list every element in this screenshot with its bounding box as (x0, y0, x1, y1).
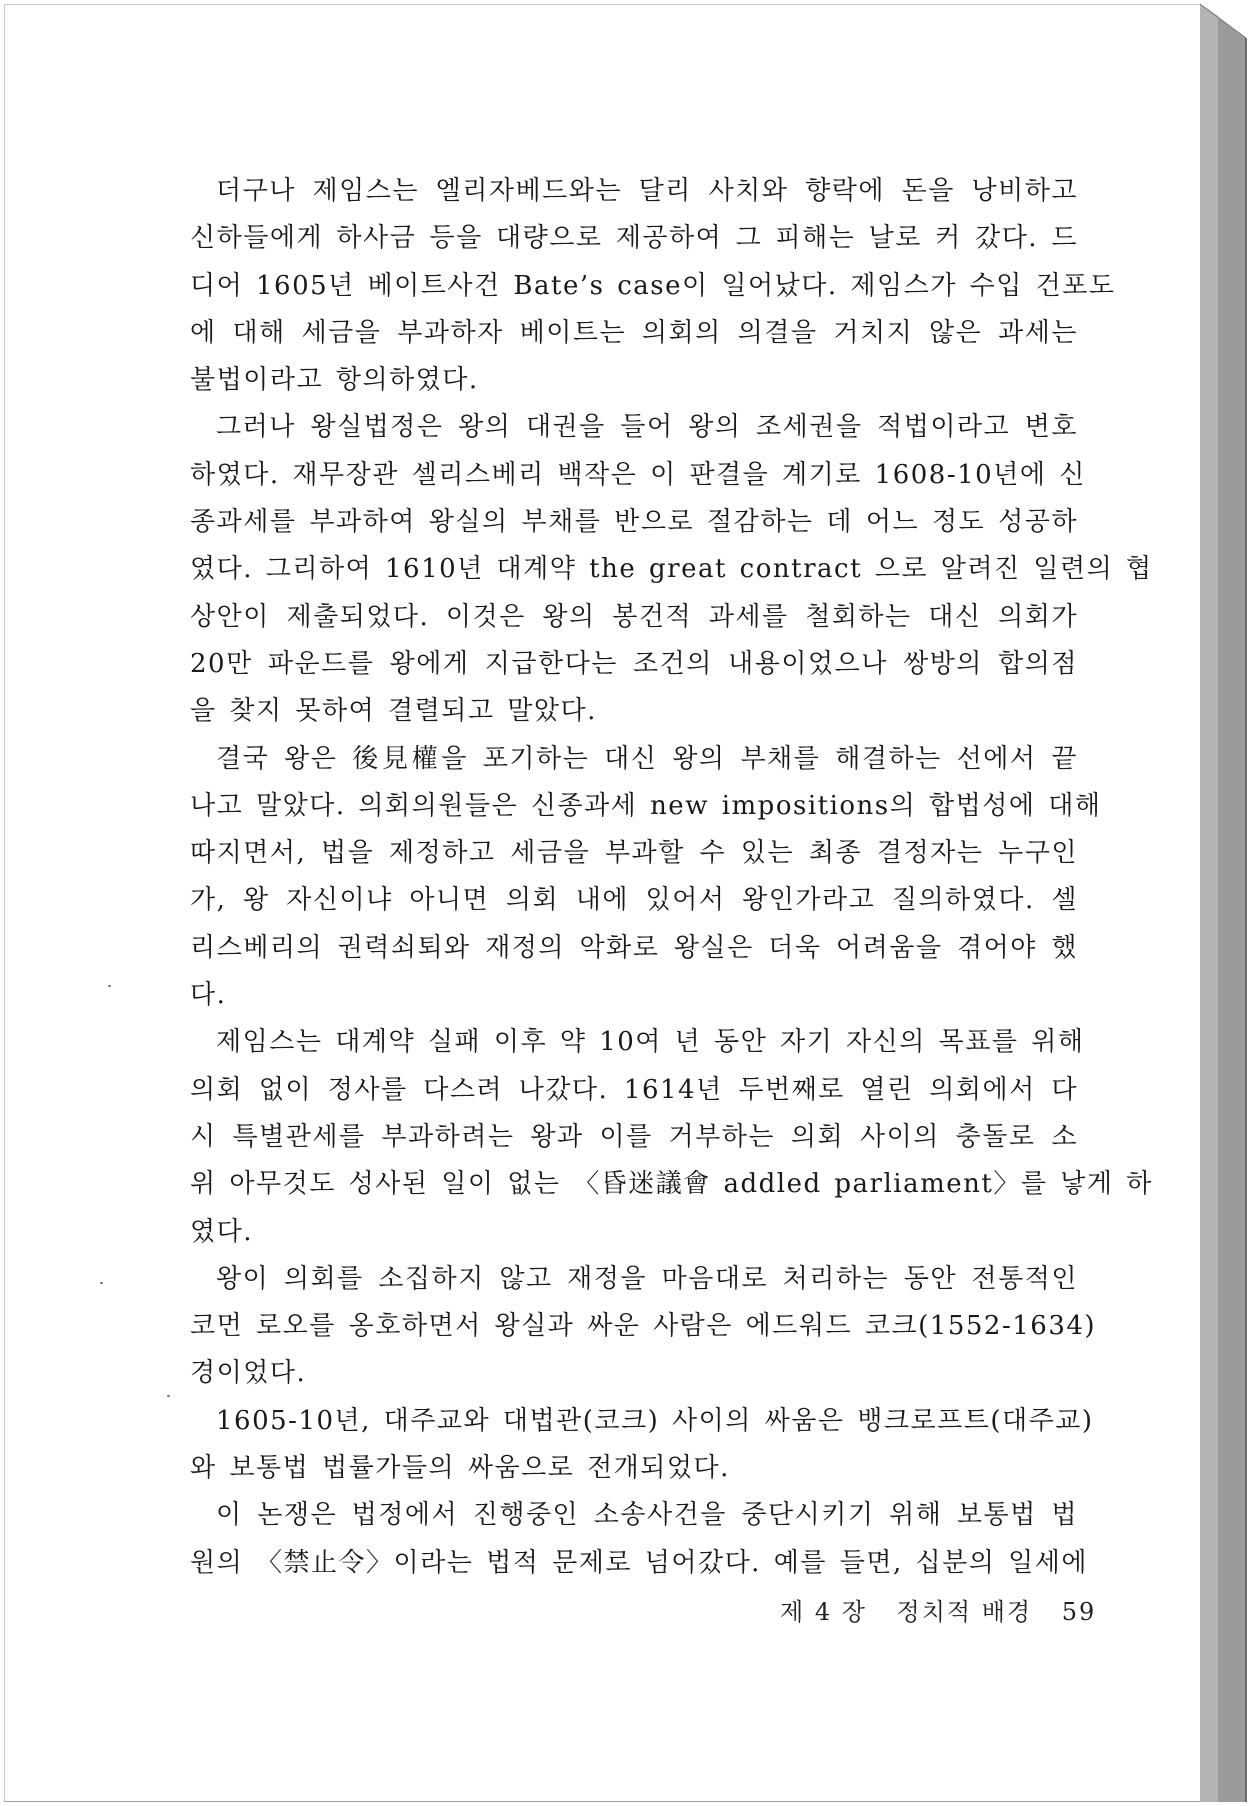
paragraph (190, 168, 1116, 404)
paragraph (190, 1398, 1094, 1493)
scan-speck (167, 1395, 170, 1397)
text-line: 위 아무것도 성사된 일이 없는 〈昏迷議會 addled parliament〉를 낳게 하 (190, 1169, 1153, 1200)
text-line: 불법이라고 항의하였다. (190, 365, 479, 396)
body-text (190, 168, 1153, 1587)
text-line: 였다. 그리하여 1610년 대계약 the great contract 으로 알려진 일련의 협 (190, 554, 1153, 585)
running-footer (780, 1592, 1116, 1627)
text-line: 왕이 의회를 소집하지 않고 재정을 마음대로 처리하는 동안 전통적인 (216, 1263, 1078, 1294)
text-line: 상안이 제출되었다. 이것은 왕의 봉건적 과세를 철회하는 대신 의회가 (190, 601, 1078, 632)
paragraph (190, 1492, 1088, 1587)
text-line: 제임스는 대계약 실패 이후 약 10여 년 동안 자기 자신의 목표를 위해 (216, 1027, 1085, 1058)
text-line: 20만 파운드를 왕에게 지급한다는 조건의 내용이었으나 쌍방의 합의점 (190, 648, 1078, 679)
text-line: 종과세를 부과하여 왕실의 부채를 반으로 절감하는 데 어느 정도 성공하 (190, 507, 1078, 538)
text-line: 그러나 왕실법정은 왕의 대권을 들어 왕의 조세권을 적법이라고 변호 (216, 412, 1078, 443)
text-line: 에 대해 세금을 부과하자 베이트는 의회의 의결을 거치지 않은 과세는 (190, 317, 1078, 348)
text-line: 원의 〈禁止令〉이라는 법적 문제로 넘어갔다. 예를 들면, 십분의 일세에 (190, 1547, 1088, 1578)
text-line: 따지면서, 법을 제정하고 세금을 부과할 수 있는 최종 결정자는 누구인 (190, 838, 1078, 869)
text-line: 을 찾지 못하여 결렬되고 말았다. (190, 696, 597, 727)
text-line: 가, 왕 자신이냐 아니면 의회 내에 있어서 왕인가라고 질의하였다. 셀 (190, 885, 1078, 916)
scan-speck (108, 985, 111, 987)
scan-speck (100, 1282, 103, 1284)
text-line: 다. (190, 980, 227, 1011)
paragraph (190, 1256, 1097, 1398)
text-line: 신하들에게 하사금 등을 대량으로 제공하여 그 피해는 날로 커 갔다. 드 (190, 223, 1078, 254)
paragraph (190, 736, 1102, 1020)
text-line: 하였다. 재무장관 셀리스베리 백작은 이 판결을 계기로 1608-10년에 신 (190, 459, 1086, 490)
page-number: 59 (1061, 1598, 1097, 1626)
text-line: 리스베리의 권력쇠퇴와 재정의 악화로 왕실은 더욱 어려움을 겪어야 했 (190, 932, 1078, 963)
text-line: 시 특별관세를 부과하려는 왕과 이를 거부하는 의회 사이의 충돌로 소 (190, 1121, 1078, 1152)
text-line: 와 보통법 법률가들의 싸움으로 전개되었다. (190, 1453, 730, 1484)
text-line: 경이었다. (190, 1358, 307, 1389)
chapter-title: 정치적 배경 (896, 1598, 1033, 1626)
text-line: 코먼 로오를 옹호하면서 왕실과 싸운 사람은 에드워드 코크(1552-1634) (190, 1311, 1097, 1342)
text-line: 였다. (190, 1216, 253, 1247)
text-line: 더구나 제임스는 엘리자베드와는 달리 사치와 향락에 돈을 낭비하고 (216, 176, 1078, 206)
text-line: 이 논쟁은 법정에서 진행중인 소송사건을 중단시키기 위해 보통법 법 (216, 1500, 1078, 1531)
chapter-label: 제 4 장 (780, 1598, 867, 1626)
paragraph (190, 404, 1153, 735)
text-line: 의회 없이 정사를 다스려 나갔다. 1614년 두번째로 열린 의회에서 다 (190, 1074, 1078, 1105)
text-line: 나고 말았다. 의회의원들은 신종과세 new impositions의 합법성에 대해 (190, 790, 1102, 821)
text-line: 1605-10년, 대주교와 대법관(코크) 사이의 싸움은 뱅크로프트(대주교) (216, 1405, 1094, 1436)
paragraph (190, 1019, 1153, 1255)
text-line: 디어 1605년 베이트사건 Bate’s case이 일어났다. 제임스가 수입 건포도 (190, 270, 1116, 301)
text-line: 결국 왕은 後見權을 포기하는 대신 왕의 부채를 해결하는 선에서 끝 (216, 743, 1078, 774)
